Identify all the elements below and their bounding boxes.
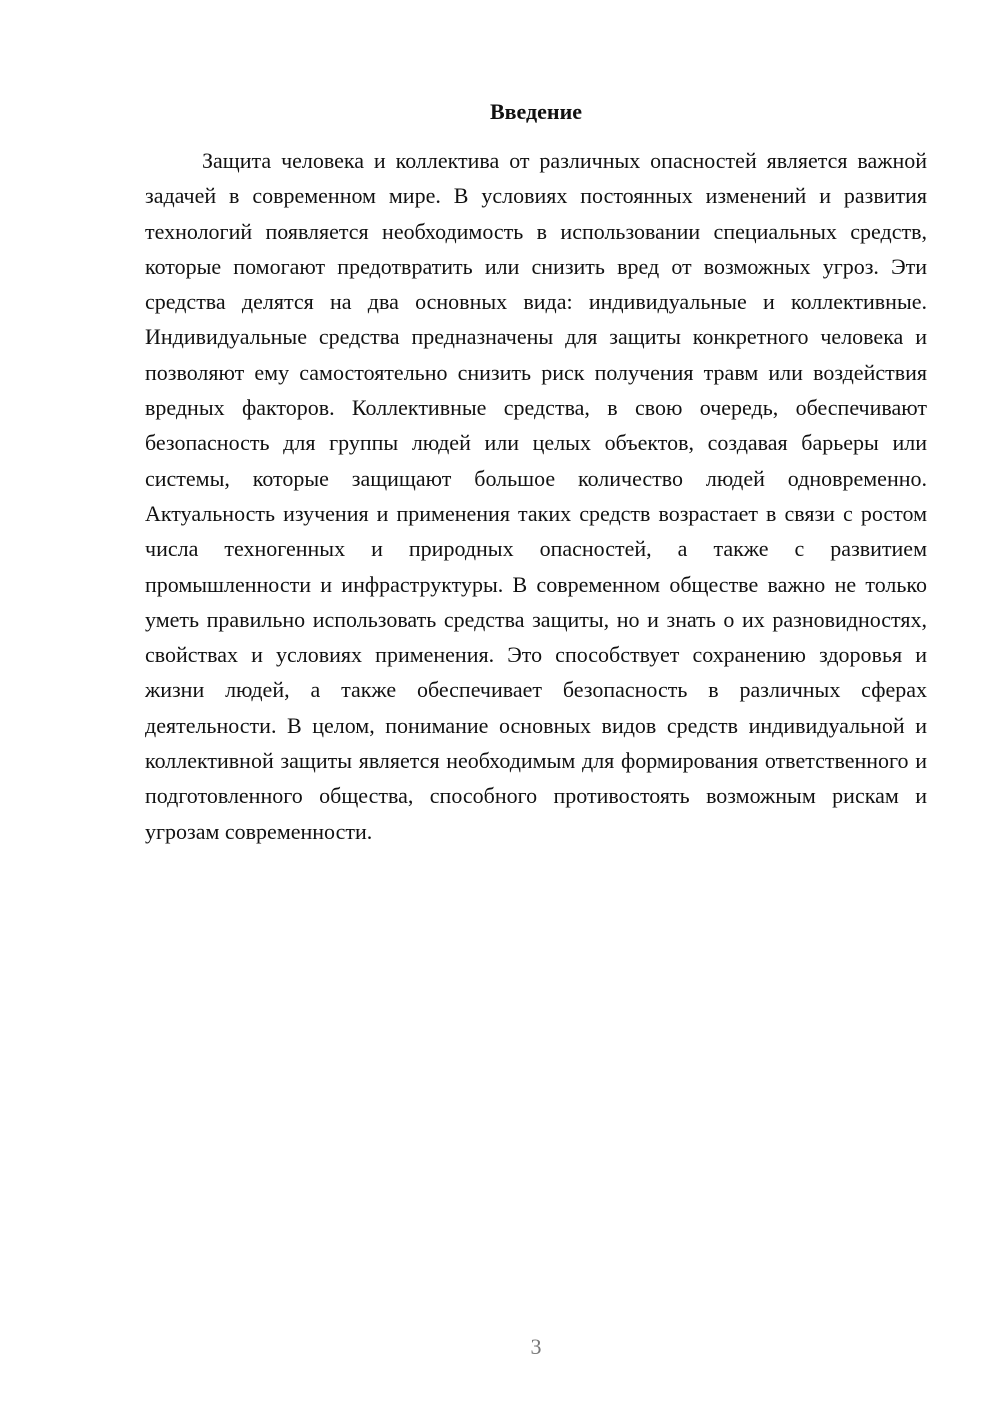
- introduction-paragraph: Защита человека и коллектива от различных опасностей является важной задачей в современном мире. В условиях постоянных изменений и развития технологий появляется необходимость в использовании специальных средств, которые помогают предотвратить или снизить вред от возможных угроз. Эти средства делятся на два основных вида: индивидуальные и коллективные. Индивидуальные средства предназначены для защиты конкретного человека и позволяют ему самостоятельно снизить риск получения травм или воздействия вредных факторов. Коллективные средства, в свою очередь, обеспечивают безопасность для группы людей или целых объектов, создавая барьеры или системы, которые защищают большое количество людей одновременно. Актуальность изучения и применения таких средств возрастает в связи с ростом числа техногенных и природных опасностей, а также с развитием промышленности и инфраструктуры. В современном обществе важно не только уметь правильно использовать средства защиты, но и знать о их разновидностях, свойствах и условиях применения. Это способствует сохранению здоровья и жизни людей, а также обеспечивает безопасность в различных сферах деятельности. В целом, понимание основных видов средств индивидуальной и коллективной защиты является необходимым для формирования ответственного и подготовленного общества, способного противостоять возможным рискам и угрозам современности.: [145, 148, 927, 844]
- page-number: 3: [530, 1334, 542, 1359]
- section-heading: Введение: [489, 99, 583, 124]
